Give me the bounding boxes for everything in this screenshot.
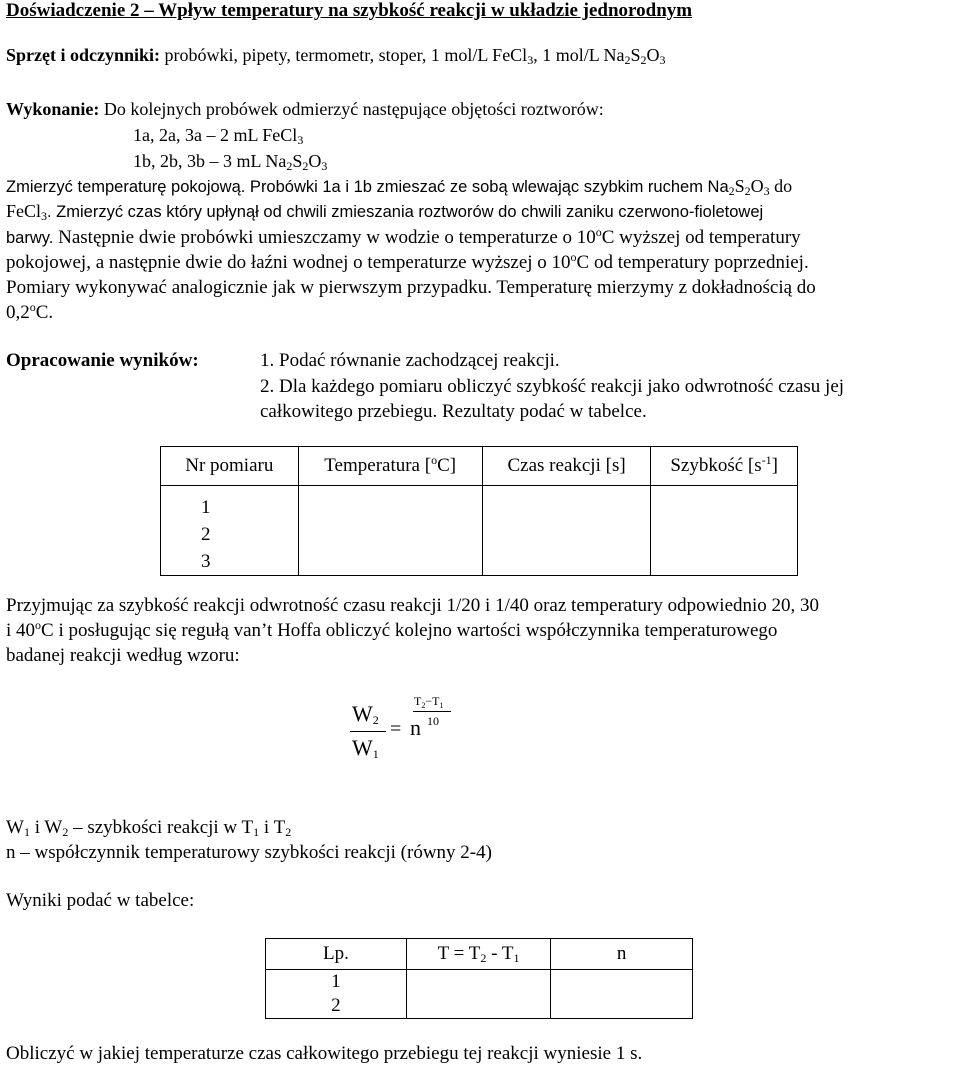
procedure-line-e: Pomiary wykonywać analogicznie jak w pierwszym przypadku. Temperaturę mierzymy z dokładnością do: [6, 277, 816, 298]
formula-exponent-bar: [413, 711, 451, 712]
formula-denominator: $W_1$: [352, 735, 379, 761]
table-row: [161, 548, 798, 576]
temperature-cell: [298, 486, 482, 522]
procedure-line-c: barwy. Następnie dwie probówki umieszczamy w wodzie o temperaturze o 10$^o$C wyższej od temperatury: [6, 225, 801, 248]
n-cell: [551, 970, 693, 995]
header-n: n: [551, 939, 693, 970]
header-lp: Lp.: [266, 939, 407, 970]
n-cell: [551, 994, 693, 1019]
header-time: Czas reakcji [s]: [482, 447, 651, 486]
procedure-line-f: 0,2$^o$C.: [6, 300, 54, 323]
procedure-line-b: FeCl$_3$. Zmierzyć czas który upłynął od chwili zmieszania roztworów do chwili zaniku czerwono-fioletowej: [6, 201, 764, 223]
formula-numerator: $W_2$: [352, 701, 379, 727]
table-row: [161, 486, 798, 522]
procedure-intro: Wykonanie: Do kolejnych probówek odmierzyć następujące objętości roztworów:: [6, 99, 604, 119]
results-item-2: 2. Dla każdego pomiaru obliczyć szybkość reakcji jako odwrotność czasu jej: [260, 376, 845, 397]
table-row: [161, 521, 798, 548]
legend-line-1: $W_1$ i $W_2$ – szybkości reakcji w $T_1$ i $T_2$: [6, 817, 292, 839]
results-label: Opracowanie wyników:: [6, 350, 199, 371]
time-cell: [482, 521, 651, 548]
formula-equals: =: [390, 718, 402, 740]
table-row: [266, 994, 693, 1019]
delta-t-cell: [406, 970, 550, 995]
header-temperature: Temperatura [$^o$C]: [298, 447, 482, 486]
speed-cell: [651, 548, 798, 576]
header-speed: Szybkość $[s^{-1}]$: [651, 447, 798, 486]
row-number: 2: [266, 994, 407, 1019]
formula-base: n: [410, 715, 421, 740]
procedure-line-d: pokojowej, a następnie dwie do łaźni wodnej o temperaturze wyższej o 10$^o$C od temperatury poprzedniej.: [6, 250, 809, 273]
delta-t-cell: [406, 994, 550, 1019]
row-number: 1: [266, 970, 407, 995]
assumption-line-2: i 40$^o$C i posługując się regułą van’t Hoffa obliczyć kolejno wartości współczynnika temperaturowego: [6, 618, 778, 641]
procedure-item-a: 1a, 2a, 3a – 2 mL FeCl$_3$: [133, 125, 304, 147]
final-task: Obliczyć w jakiej temperaturze czas całkowitego przebiegu tej reakcji wyniesie 1 s.: [6, 1043, 643, 1064]
row-number: 2: [161, 521, 299, 548]
time-cell: [482, 548, 651, 576]
results2-label: Wyniki podać w tabelce:: [6, 890, 195, 911]
assumption-line-1: Przyjmując za szybkość reakcji odwrotność czasu reakcji 1/20 i 1/40 oraz temperatury odpowiednio 20, 30: [6, 595, 820, 616]
table-header-row: [161, 447, 798, 486]
page-title: Doświadczenie 2 – Wpływ temperatury na szybkość reakcji w układzie jednorodnym: [6, 0, 693, 21]
results-table: [265, 938, 693, 1019]
results-item-1: 1. Podać równanie zachodzącej reakcji.: [260, 350, 560, 371]
table-row: [266, 970, 693, 995]
header-delta-t: $T = T_2 - T_1$: [406, 939, 550, 970]
table-header-row: [266, 939, 693, 970]
formula-exponent-numerator: $T_2-T_1$: [414, 694, 444, 710]
formula-exponent-denominator: 10: [427, 714, 439, 728]
legend-line-2: n – współczynnik temperaturowy szybkości reakcji (równy 2-4): [6, 842, 492, 863]
formula-fraction-bar: [350, 731, 386, 732]
measurement-table: [160, 446, 798, 576]
speed-cell: [651, 486, 798, 522]
temperature-cell: [298, 521, 482, 548]
header-nr: Nr pomiaru: [161, 447, 299, 486]
temperature-cell: [298, 548, 482, 576]
assumption-line-3: badanej reakcji według wzoru:: [6, 645, 240, 666]
results-item-2b: całkowitego przebiegu. Rezultaty podać w tabelce.: [260, 401, 647, 422]
row-number: 1: [161, 486, 299, 522]
procedure-item-b: 1b, 2b, 3b – 3 mL $Na_2S_2O_3$: [133, 151, 328, 173]
procedure-line-a: Zmierzyć temperaturę pokojową. Probówki 1a i 1b zmieszać ze sobą wlewając szybkim ruchem $Na_2S_2O_3$ do: [6, 176, 793, 198]
speed-cell: [651, 521, 798, 548]
equipment-line: Sprzęt i odczynniki: probówki, pipety, termometr, stoper, 1 mol/L FeCl$_3$, 1 mol/L $Na_2S_2O_3$: [6, 45, 666, 67]
time-cell: [482, 486, 651, 522]
row-number: 3: [161, 548, 299, 576]
